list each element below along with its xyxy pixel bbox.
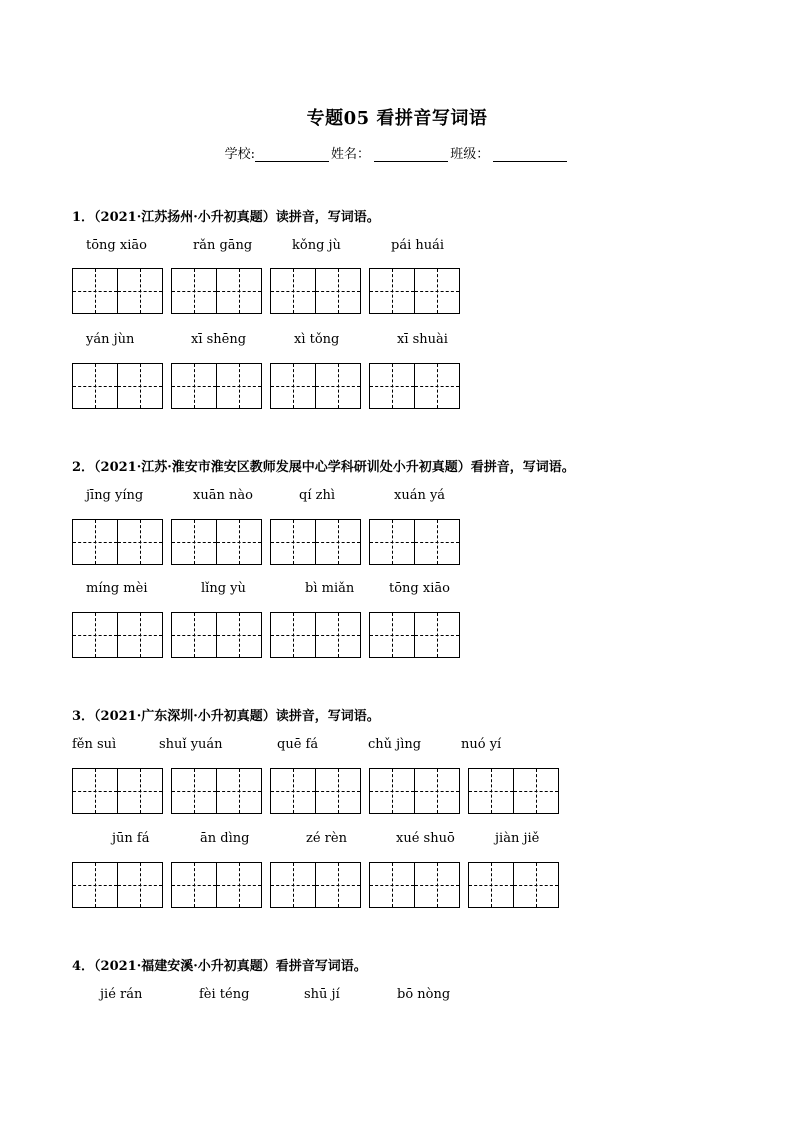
question-1-title: 1．（2021·江苏扬州·小升初真题）读拼音，写词语。 xyxy=(72,210,380,225)
writing-grid[interactable] xyxy=(72,612,163,658)
pinyin-label: xī shēng xyxy=(191,332,247,347)
class-label: 班级： xyxy=(450,147,490,162)
writing-grid[interactable] xyxy=(369,519,460,565)
pinyin-label: jiàn jiě xyxy=(495,831,540,846)
pinyin-label: jīng yíng xyxy=(86,488,144,503)
writing-grid[interactable] xyxy=(72,519,163,565)
student-info-line xyxy=(0,143,794,162)
pinyin-label: xī shuài xyxy=(397,332,448,347)
writing-grid[interactable] xyxy=(369,612,460,658)
pinyin-label: rǎn gāng xyxy=(193,238,253,253)
pinyin-label: shū jí xyxy=(304,987,340,1002)
pinyin-label: xuán yá xyxy=(394,488,446,503)
writing-grid[interactable] xyxy=(72,268,163,314)
pinyin-label: míng mèi xyxy=(86,581,148,596)
pinyin-label: tōng xiāo xyxy=(86,238,147,253)
pinyin-label: shuǐ yuán xyxy=(159,737,223,752)
writing-grid[interactable] xyxy=(270,268,361,314)
writing-grid[interactable] xyxy=(369,268,460,314)
question-4-title: 4．（2021·福建安溪·小升初真题）看拼音写词语。 xyxy=(72,959,367,974)
writing-grid[interactable] xyxy=(468,862,559,908)
writing-grid[interactable] xyxy=(270,768,361,814)
pinyin-label: ān dìng xyxy=(200,831,250,846)
writing-grid[interactable] xyxy=(72,768,163,814)
writing-grid[interactable] xyxy=(171,268,262,314)
writing-grid[interactable] xyxy=(270,363,361,409)
writing-grid[interactable] xyxy=(369,363,460,409)
name-label: 姓名： xyxy=(331,147,371,162)
school-label: 学校: xyxy=(224,147,256,162)
pinyin-label: kǒng jù xyxy=(292,238,341,253)
writing-grid[interactable] xyxy=(369,768,460,814)
writing-grid[interactable] xyxy=(171,363,262,409)
pinyin-label: lǐng yù xyxy=(201,581,246,596)
writing-grid[interactable] xyxy=(171,862,262,908)
pinyin-label: jié rán xyxy=(100,987,143,1002)
school-blank[interactable] xyxy=(255,147,329,162)
question-3-title: 3．（2021·广东深圳·小升初真题）读拼音，写词语。 xyxy=(72,709,380,724)
pinyin-label: fěn suì xyxy=(72,737,117,752)
writing-grid[interactable] xyxy=(270,519,361,565)
pinyin-label: yán jùn xyxy=(86,332,135,347)
pinyin-label: xué shuō xyxy=(396,831,455,846)
pinyin-label: chǔ jìng xyxy=(368,737,422,752)
pinyin-label: xuān nào xyxy=(193,488,253,503)
writing-grid[interactable] xyxy=(72,363,163,409)
pinyin-label: zé rèn xyxy=(306,831,347,846)
writing-grid[interactable] xyxy=(72,862,163,908)
writing-grid[interactable] xyxy=(369,862,460,908)
pinyin-label: nuó yí xyxy=(461,737,502,752)
class-blank[interactable] xyxy=(493,147,567,162)
writing-grid[interactable] xyxy=(171,612,262,658)
writing-grid[interactable] xyxy=(171,519,262,565)
page-title: 专题05 看拼音写词语 xyxy=(306,108,488,129)
pinyin-label: xì tǒng xyxy=(294,332,340,347)
question-2-title: 2．（2021·江苏·淮安市淮安区教师发展中心学科研训处小升初真题）看拼音，写词语。 xyxy=(72,460,575,475)
pinyin-label: bì miǎn xyxy=(305,581,355,596)
writing-grid[interactable] xyxy=(468,768,559,814)
pinyin-label: bō nòng xyxy=(397,987,451,1002)
name-blank[interactable] xyxy=(374,147,448,162)
pinyin-label: jūn fá xyxy=(112,831,150,846)
writing-grid[interactable] xyxy=(270,862,361,908)
pinyin-label: pái huái xyxy=(391,238,445,253)
pinyin-label: quē fá xyxy=(277,737,319,752)
pinyin-label: fèi téng xyxy=(199,987,250,1002)
writing-grid[interactable] xyxy=(171,768,262,814)
pinyin-label: tōng xiāo xyxy=(389,581,450,596)
pinyin-label: qí zhì xyxy=(299,488,335,503)
writing-grid[interactable] xyxy=(270,612,361,658)
